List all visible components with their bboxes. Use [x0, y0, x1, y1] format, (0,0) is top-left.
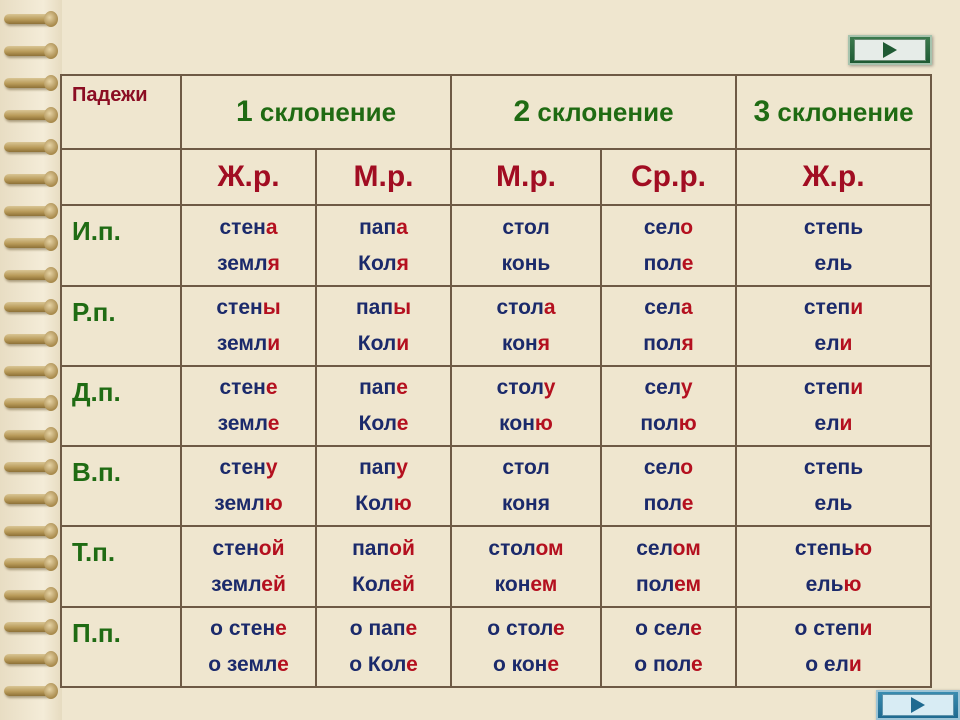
word-form: [737, 210, 930, 246]
word-form-cell: [451, 366, 601, 446]
word-form: [182, 486, 315, 522]
word-stem: стен: [219, 215, 266, 239]
word-stem: о стол: [487, 616, 554, 640]
word-stem: стол: [488, 536, 536, 560]
word-ending: у: [396, 456, 408, 480]
word-form: [317, 531, 450, 567]
word-form: [452, 406, 600, 442]
word-form: [182, 246, 315, 282]
word-ending: ю: [534, 412, 553, 436]
binder-ring: [4, 174, 52, 184]
word-ending: а: [396, 215, 408, 239]
word-ending: е: [547, 652, 560, 676]
binder-ring: [4, 14, 52, 24]
word-form-cell: [181, 286, 316, 366]
word-form: [182, 290, 315, 326]
gender-header: Ж.р.: [736, 149, 931, 205]
word-form-cell: [601, 526, 736, 606]
word-ending: е: [267, 412, 280, 436]
word-form: [317, 486, 450, 522]
binder-ring: [4, 110, 52, 120]
word-stem: пап: [359, 376, 397, 400]
word-ending: ом: [672, 536, 701, 560]
declension-3-header: 3 склонение: [736, 75, 931, 149]
case-label: Т.п.: [61, 526, 181, 606]
case-label: Р.п.: [61, 286, 181, 366]
word-stem: сел: [644, 295, 681, 319]
word-stem: о степ: [794, 616, 860, 640]
word-form: [452, 486, 600, 522]
word-form: [737, 246, 930, 282]
word-form: [452, 611, 600, 647]
binder-ring: [4, 270, 52, 280]
word-ending: и: [839, 412, 853, 436]
word-ending: и: [859, 616, 873, 640]
word-stem: стен: [216, 295, 263, 319]
word-stem: пол: [636, 572, 675, 596]
word-form-cell: [316, 286, 451, 366]
word-ending: о: [680, 215, 694, 239]
word-form: [737, 567, 930, 603]
word-form: [182, 531, 315, 567]
word-form: [737, 326, 930, 362]
word-stem: о сел: [635, 616, 691, 640]
word-form-cell: [451, 526, 601, 606]
word-form-cell: [736, 366, 931, 446]
word-ending: и: [848, 652, 862, 676]
binder-ring: [4, 46, 52, 56]
word-form-cell: [316, 607, 451, 687]
word-stem: пап: [356, 295, 394, 319]
declension-2-header: 2 склонение: [451, 75, 736, 149]
word-ending: я: [267, 251, 280, 275]
case-label: И.п.: [61, 205, 181, 285]
word-form: [317, 647, 450, 683]
declension-1-header: 1 склонение: [181, 75, 451, 149]
case-row: [61, 205, 931, 285]
word-stem: кон: [499, 412, 535, 436]
word-form: [737, 531, 930, 567]
word-stem: степ: [803, 376, 851, 400]
word-form-cell: [316, 366, 451, 446]
binder-ring: [4, 494, 52, 504]
word-form: [737, 611, 930, 647]
word-stem: о пол: [634, 652, 692, 676]
word-ending: я: [537, 331, 550, 355]
word-form: [452, 326, 600, 362]
word-form: [317, 290, 450, 326]
word-form: [452, 450, 600, 486]
word-stem: стен: [219, 376, 266, 400]
play-arrow-icon: [882, 694, 954, 716]
word-stem: пол: [643, 331, 682, 355]
word-ending: а: [543, 295, 556, 319]
word-form: [317, 210, 450, 246]
word-stem: стол: [502, 456, 550, 480]
word-form: [452, 290, 600, 326]
binder-ring: [4, 398, 52, 408]
case-row: [61, 607, 931, 687]
word-form-cell: [451, 286, 601, 366]
word-stem: ел: [814, 412, 840, 436]
word-form-cell: [316, 526, 451, 606]
word-stem: ел: [814, 331, 840, 355]
case-row: [61, 526, 931, 606]
word-form-cell: [601, 205, 736, 285]
word-ending: е: [275, 616, 287, 640]
word-ending: е: [405, 616, 418, 640]
next-page-button[interactable]: [876, 690, 960, 720]
binder-ring: [4, 558, 52, 568]
case-row: [61, 286, 931, 366]
word-form-cell: [601, 446, 736, 526]
word-form: [602, 406, 735, 442]
word-stem: земл: [217, 251, 268, 275]
word-form: [182, 611, 315, 647]
word-ending: о: [680, 456, 694, 480]
word-form-cell: [736, 526, 931, 606]
binder-ring: [4, 334, 52, 344]
word-stem: степь: [803, 215, 864, 239]
word-form: [182, 210, 315, 246]
word-ending: ю: [843, 572, 862, 596]
word-stem: о ел: [805, 652, 849, 676]
gender-header: Ж.р.: [181, 149, 316, 205]
word-stem: пап: [359, 215, 397, 239]
word-form-cell: [451, 607, 601, 687]
cases-header: Падежи: [61, 75, 181, 149]
binder-ring: [4, 622, 52, 632]
word-stem: пол: [643, 251, 682, 275]
word-stem: Кол: [355, 492, 394, 516]
word-ending: е: [691, 652, 703, 676]
binder-ring: [4, 526, 52, 536]
word-ending: ой: [389, 536, 415, 560]
word-form-cell: [181, 446, 316, 526]
word-ending: ю: [264, 492, 283, 516]
word-form: [737, 450, 930, 486]
word-ending: ю: [678, 412, 697, 436]
word-form-cell: [181, 205, 316, 285]
binder-ring: [4, 462, 52, 472]
word-stem: сел: [643, 215, 681, 239]
word-stem: сел: [644, 376, 681, 400]
word-ending: у: [265, 456, 278, 480]
word-form-cell: [181, 607, 316, 687]
word-form: [737, 647, 930, 683]
binder-ring: [4, 142, 52, 152]
word-form: [602, 246, 735, 282]
word-form-cell: [736, 607, 931, 687]
binder-ring: [4, 206, 52, 216]
binder-ring: [4, 686, 52, 696]
word-stem: кон: [494, 572, 531, 596]
word-ending: я: [396, 251, 409, 275]
word-form: [737, 290, 930, 326]
word-stem: о Кол: [349, 652, 407, 676]
word-form: [602, 326, 735, 362]
word-stem: ель: [814, 492, 853, 516]
word-form: [452, 647, 600, 683]
word-stem: о кон: [492, 652, 548, 676]
declension-table: [60, 74, 932, 688]
word-form: [317, 611, 450, 647]
word-ending: и: [850, 376, 864, 400]
binder-ring: [4, 238, 52, 248]
word-stem: о стен: [210, 616, 276, 640]
word-form: [452, 567, 600, 603]
word-form: [737, 370, 930, 406]
word-form: [182, 406, 315, 442]
word-stem: Кол: [358, 412, 397, 436]
word-ending: у: [543, 376, 556, 400]
binder-ring: [4, 430, 52, 440]
word-form: [317, 406, 450, 442]
word-form: [602, 486, 735, 522]
word-ending: я: [681, 331, 694, 355]
word-form: [182, 567, 315, 603]
word-stem: Кол: [352, 572, 391, 596]
word-ending: ом: [535, 536, 564, 560]
binder-ring: [4, 654, 52, 664]
word-stem: Кол: [358, 251, 397, 275]
word-ending: е: [681, 251, 694, 275]
word-form-cell: [601, 286, 736, 366]
word-ending: е: [553, 616, 565, 640]
word-form: [317, 567, 450, 603]
empty-header-cell: [61, 149, 181, 205]
word-form: [317, 246, 450, 282]
word-stem: земл: [211, 572, 262, 596]
word-ending: у: [680, 376, 693, 400]
word-form: [182, 370, 315, 406]
binder-ring: [4, 302, 52, 312]
word-ending: ей: [390, 572, 415, 596]
word-stem: ель: [814, 251, 853, 275]
word-stem: пап: [359, 456, 397, 480]
word-form-cell: [736, 286, 931, 366]
word-ending: ы: [262, 295, 281, 319]
word-form-cell: [601, 366, 736, 446]
word-ending: ей: [261, 572, 286, 596]
word-stem: земл: [214, 492, 265, 516]
word-ending: ем: [674, 572, 701, 596]
case-label: П.п.: [61, 607, 181, 687]
word-form-cell: [181, 366, 316, 446]
word-stem: о земл: [208, 652, 278, 676]
word-stem: стол: [502, 215, 550, 239]
word-form: [182, 647, 315, 683]
case-label: В.п.: [61, 446, 181, 526]
word-ending: ю: [854, 536, 873, 560]
word-form-cell: [601, 607, 736, 687]
word-ending: и: [839, 331, 853, 355]
word-form-cell: [736, 446, 931, 526]
word-form-cell: [451, 446, 601, 526]
word-form-cell: [736, 205, 931, 285]
binder-ring: [4, 78, 52, 88]
word-form-cell: [316, 205, 451, 285]
gender-header: М.р.: [451, 149, 601, 205]
word-stem: земл: [216, 331, 268, 355]
word-ending: е: [396, 376, 408, 400]
word-form: [182, 326, 315, 362]
word-stem: коня: [502, 492, 550, 516]
word-form: [602, 647, 735, 683]
word-ending: а: [681, 295, 693, 319]
word-stem: ель: [805, 572, 844, 596]
word-form: [602, 210, 735, 246]
word-form-cell: [451, 205, 601, 285]
binder-ring: [4, 366, 52, 376]
next-slide-button[interactable]: [848, 35, 932, 65]
word-ending: е: [277, 652, 289, 676]
gender-header: М.р.: [316, 149, 451, 205]
word-ending: е: [690, 616, 702, 640]
word-ending: и: [850, 295, 864, 319]
word-ending: ы: [393, 295, 411, 319]
word-form: [452, 531, 600, 567]
word-stem: сел: [643, 456, 681, 480]
word-stem: стен: [219, 456, 266, 480]
gender-header: Ср.р.: [601, 149, 736, 205]
word-stem: степь: [803, 456, 864, 480]
case-row: [61, 446, 931, 526]
binder-ring: [4, 590, 52, 600]
word-stem: стол: [496, 295, 544, 319]
case-label: Д.п.: [61, 366, 181, 446]
word-form: [602, 450, 735, 486]
word-ending: е: [396, 412, 409, 436]
word-ending: а: [265, 215, 278, 239]
word-form: [602, 531, 735, 567]
word-ending: е: [265, 376, 278, 400]
play-arrow-icon: [854, 39, 926, 61]
word-form: [317, 450, 450, 486]
word-stem: стен: [212, 536, 259, 560]
word-ending: ем: [530, 572, 558, 596]
case-row: [61, 366, 931, 446]
word-form: [182, 450, 315, 486]
word-ending: е: [406, 652, 418, 676]
word-stem: конь: [501, 251, 551, 275]
word-stem: пол: [643, 492, 682, 516]
word-ending: ой: [258, 536, 285, 560]
word-form: [317, 326, 450, 362]
word-form: [452, 210, 600, 246]
word-stem: сел: [636, 536, 673, 560]
word-stem: стол: [496, 376, 544, 400]
word-stem: пол: [640, 412, 679, 436]
word-form: [317, 370, 450, 406]
word-stem: Кол: [357, 331, 397, 355]
word-stem: кон: [501, 331, 538, 355]
word-stem: степ: [803, 295, 851, 319]
word-stem: земл: [217, 412, 268, 436]
word-form: [737, 406, 930, 442]
word-form-cell: [181, 526, 316, 606]
word-form: [737, 486, 930, 522]
word-form: [452, 370, 600, 406]
word-form: [602, 290, 735, 326]
word-stem: степь: [794, 536, 855, 560]
word-ending: и: [267, 331, 281, 355]
word-stem: пап: [352, 536, 390, 560]
word-ending: е: [681, 492, 694, 516]
word-stem: о пап: [349, 616, 406, 640]
word-form: [602, 611, 735, 647]
word-form: [602, 370, 735, 406]
word-form: [452, 246, 600, 282]
word-ending: ю: [393, 492, 412, 516]
word-form: [602, 567, 735, 603]
word-form-cell: [316, 446, 451, 526]
word-ending: и: [396, 331, 410, 355]
